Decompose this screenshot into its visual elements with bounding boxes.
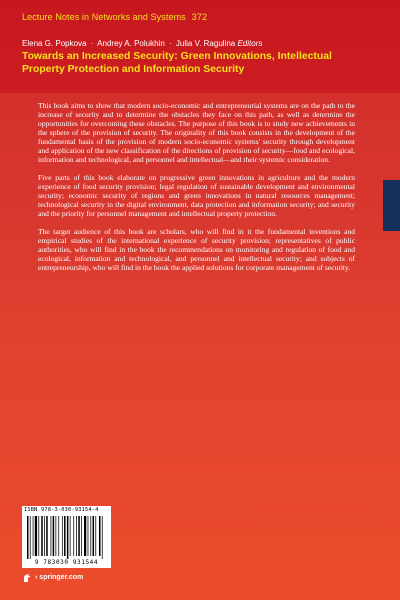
blurb-paragraph: Five parts of this book elaborate on progressive green innovations in agriculture and the modern experience of food security provision; legal regulation of sustainable development and environmental security; economic security of regions and green innovations in natural resources management; technological security in the digital environment, data protection and information security; and security and the priority for personnel management and intellectual property protection. [38,172,355,219]
blurb [38,101,355,280]
editor-separator: · [90,39,94,48]
barcode-bar [64,516,66,556]
editors-role-label: Editors [237,39,263,48]
barcode-bar [70,516,71,556]
barcode-bar [99,516,101,556]
barcode-bar [78,516,80,556]
editor-name: Julia V. Ragulina [175,39,236,48]
book-title-line: Towards an Increased Security: Green Innovations, Intellectual [22,51,332,62]
barcode-bar [76,516,77,556]
barcode-bar [44,516,45,556]
barcode-bar [95,516,96,556]
barcode-bar [27,516,29,559]
barcode-bar [90,516,91,556]
barcode-bar [102,516,103,559]
barcode-bar [67,516,69,559]
series-title [22,12,207,22]
blurb-paragraph: This book aims to show that modern socio-economic and entrepreneurial systems are on the path to the increase of security and to determine the obstacles they face on this path, as well as determine the opportunities for overcoming these obstacles. The purpose of this book is to study new achievements in the sphere of the provision of security. The originality of this book consists in the development of the fundamental basis of the provision of modern socio-economic systems' security through development and application of the new classification of the directions of provision of security—food and ecological, information and technological, and personnel and intellectual—and their systemic consideration. [38,101,355,165]
isbn-text: ISBN 978-3-030-93154-4 [24,507,99,513]
isbn-barcode [22,506,111,568]
url-mark: › [35,574,38,581]
barcode-bars [27,516,106,559]
barcode-bar [62,516,63,556]
barcode-bar [93,516,95,556]
barcode-digits: 9 783030 931544 [34,559,99,566]
series-name: Lecture Notes in Networks and Systems [22,12,186,22]
barcode-bar [56,516,57,556]
editors-role [237,39,262,48]
barcode-bar [41,516,43,556]
barcode-bar [53,516,55,556]
series-volume: 372 [191,12,208,22]
barcode-bar [88,516,89,556]
editor-name: Elena G. Popkova [22,39,87,48]
url-text: springer.com [39,574,84,581]
editor-separator: · [169,39,172,48]
barcode-bar [84,516,86,556]
barcode-bar [58,516,59,556]
barcode-bar [51,516,52,556]
barcode-bar [35,516,37,556]
barcode-bar [38,516,39,556]
editor-name: Andrey A. Polukhin [97,39,165,48]
springer-horse-icon [22,573,32,583]
barcode-bar [81,516,82,556]
book-title-line: Property Protection and Information Security [22,63,245,75]
editors-line [22,39,262,48]
barcode-bar [33,516,34,556]
barcode-bar [30,516,31,559]
barcode-bar [73,516,74,556]
book-title [22,51,362,76]
publisher-url [35,574,83,581]
barcode-bar [46,516,48,556]
side-tab-marker [383,180,400,231]
blurb-paragraph: The target audience of this book are scholars, who will find in it the fundamental inventions and empirical studies of the international experience of security provision; representatives of public authorities, who will find in the book the recommendations on monitoring and regulation of food and ecological, information and technological, and personnel and intellectual security; and subjects of entrepreneurship, who will find in the book the applied solutions for corporate management of security. [38,226,355,272]
